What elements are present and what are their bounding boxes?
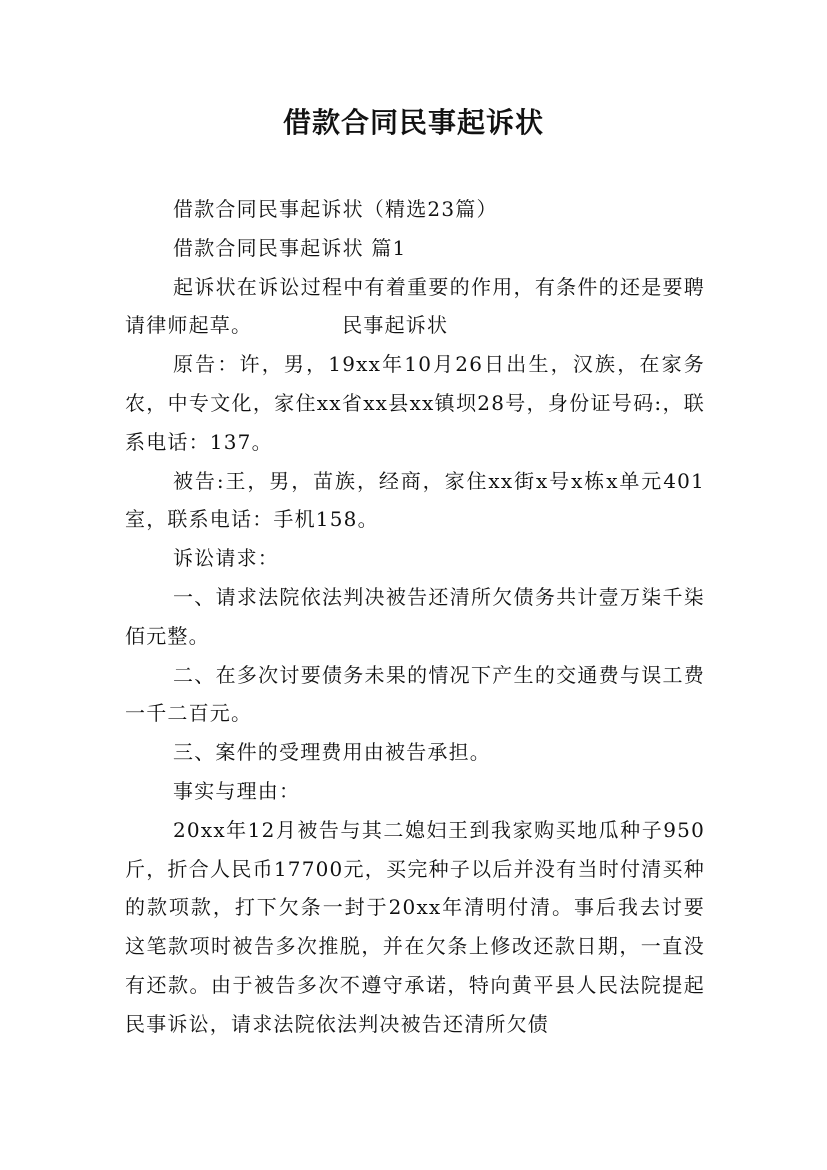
paragraph-claim-3: 三、案件的受理费用由被告承担。 — [173, 740, 491, 765]
paragraph-facts-heading: 事实与理由： — [173, 778, 301, 803]
paragraph-plaintiff: 原告：许，男，19xx年10月26日出生，汉族，在家务农，中专文化，家住xx省xx县xx镇坝28号，身份证号码:，联系电话：137。 — [125, 352, 705, 454]
paragraph-defendant: 被告:王，男，苗族，经商，家住xx街x号x栋x单元401室，联系电话：手机158。 — [125, 468, 705, 532]
paragraph-subtitle: 借款合同民事起诉状（精选23篇） — [173, 197, 498, 221]
document-body — [125, 190, 705, 1044]
paragraph-claim-1: 一、请求法院依法判决被告还清所欠债务共计壹万柒千柒佰元整。 — [125, 584, 705, 648]
paragraph-claims-heading: 诉讼请求： — [173, 546, 279, 571]
paragraph-intro — [125, 268, 705, 346]
paragraph-facts: 20xx年12月被告与其二媳妇王到我家购买地瓜种子950斤，折合人民币17700元，买完种子以后并没有当时付清买种的款项款，打下欠条一封于20xx年清明付清。事后我去讨要这笔款项时被告多次推脱，并在欠条上修改还款日期，一直没有还款。由于被告多次不遵守承诺，特向黄平县人民法院提起民事诉讼，请求法院依法判决被告还清所欠债 — [125, 817, 705, 1036]
inline-heading: 民事起诉状 — [342, 313, 449, 338]
paragraph-intro-text: 起诉状在诉讼过程中有着重要的作用，有条件的还是要聘请律师起草。 — [125, 274, 705, 338]
document-title: 借款合同民事起诉状 — [282, 106, 544, 139]
paragraph-section-heading: 借款合同民事起诉状 篇1 — [173, 235, 407, 260]
paragraph-claim-2: 二、在多次讨要债务未果的情况下产生的交通费与误工费一千二百元。 — [125, 662, 705, 726]
